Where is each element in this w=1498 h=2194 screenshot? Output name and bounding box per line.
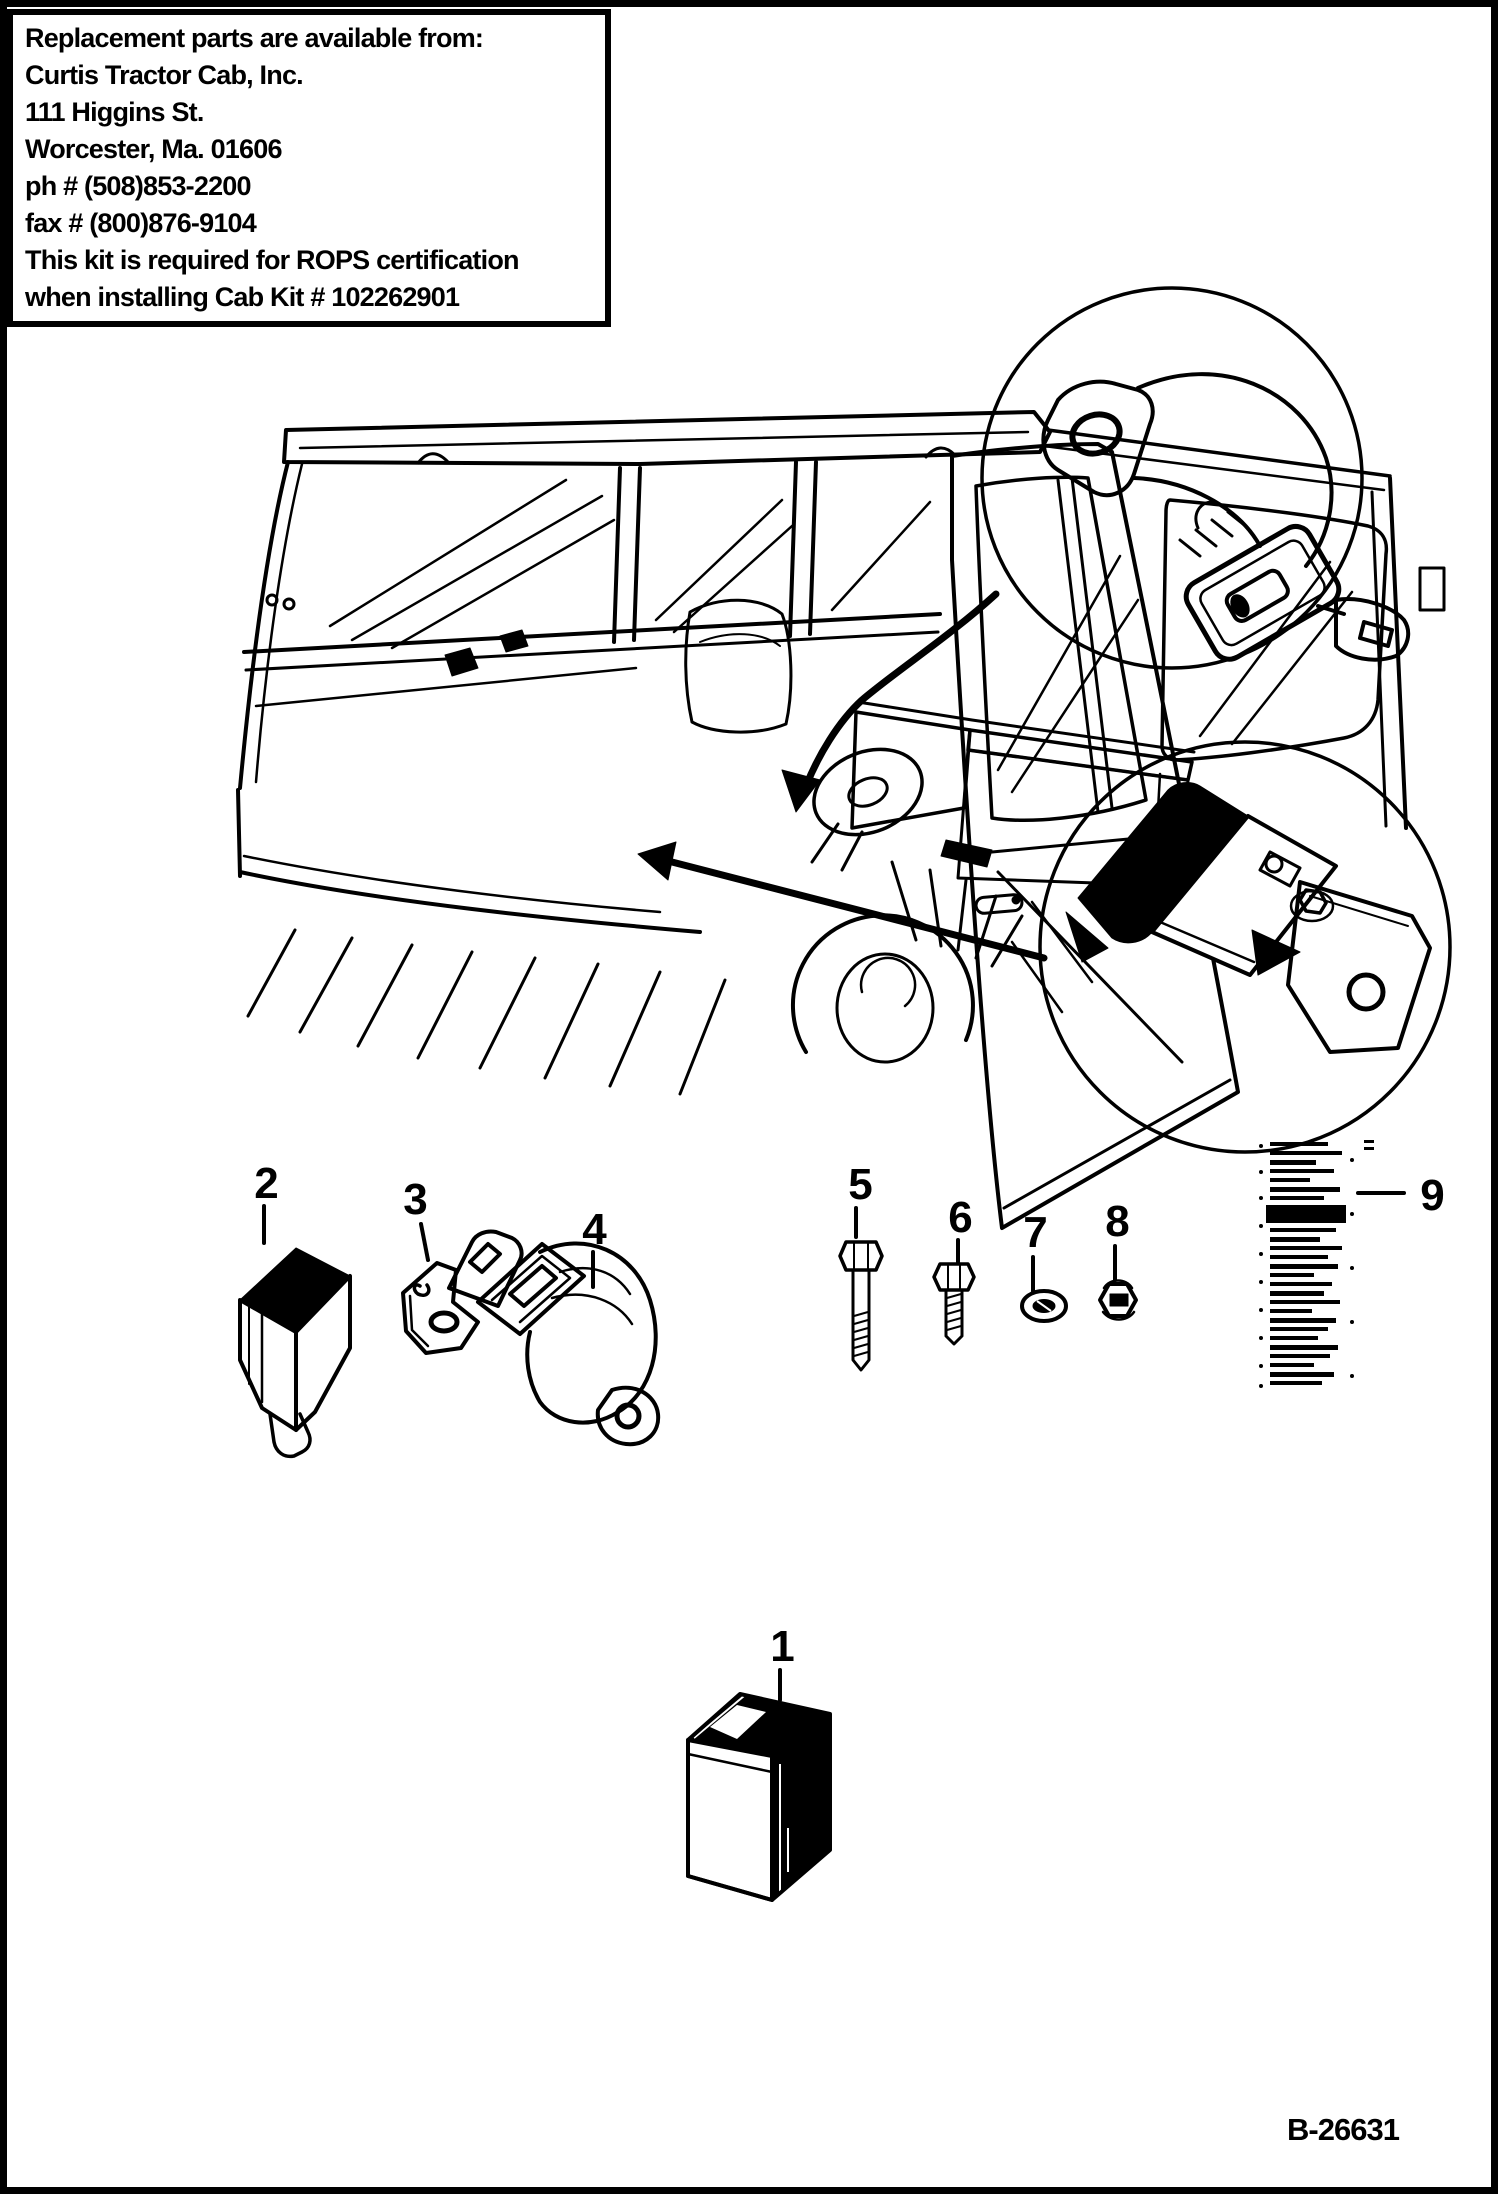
part-label-4: 4 (582, 1205, 606, 1254)
part-2-drawing (240, 1248, 350, 1456)
info-line-3: 111 Higgins St. (25, 97, 204, 127)
info-line-7: This kit is required for ROPS certification (25, 245, 519, 275)
supplier-info-box (7, 9, 611, 327)
figure-reference: B-26631 (1287, 2112, 1399, 2147)
part-label-1: 1 (770, 1622, 794, 1671)
part-label-6: 6 (948, 1193, 972, 1242)
part-3-drawing (403, 1263, 478, 1353)
info-line-8: when installing Cab Kit # 102262901 (25, 282, 460, 312)
info-line-4: Worcester, Ma. 01606 (25, 134, 282, 164)
info-line-5: ph # (508)853-2200 (25, 171, 251, 201)
part-label-2: 2 (254, 1159, 278, 1208)
part-label-5: 5 (848, 1160, 872, 1209)
info-line-6: fax # (800)876-9104 (25, 208, 256, 238)
callout-detail-bottom (1040, 742, 1450, 1152)
part-9-drawing (1259, 1140, 1374, 1388)
part-leader-lines (264, 1193, 1404, 1700)
part-4-drawing (449, 1231, 658, 1444)
part-1-drawing (688, 1694, 830, 1900)
part-7-drawing (1022, 1291, 1066, 1321)
cab-illustration (238, 412, 1444, 1228)
part-5-drawing (840, 1242, 882, 1370)
info-line-2: Curtis Tractor Cab, Inc. (25, 60, 303, 90)
part-8-drawing (1100, 1281, 1136, 1320)
info-line-1: Replacement parts are available from: (25, 23, 484, 53)
part-label-7: 7 (1023, 1208, 1047, 1257)
part-label-9: 9 (1420, 1171, 1444, 1220)
part-label-8: 8 (1105, 1197, 1129, 1246)
part-label-3: 3 (403, 1175, 427, 1224)
part-6-drawing (934, 1264, 974, 1344)
